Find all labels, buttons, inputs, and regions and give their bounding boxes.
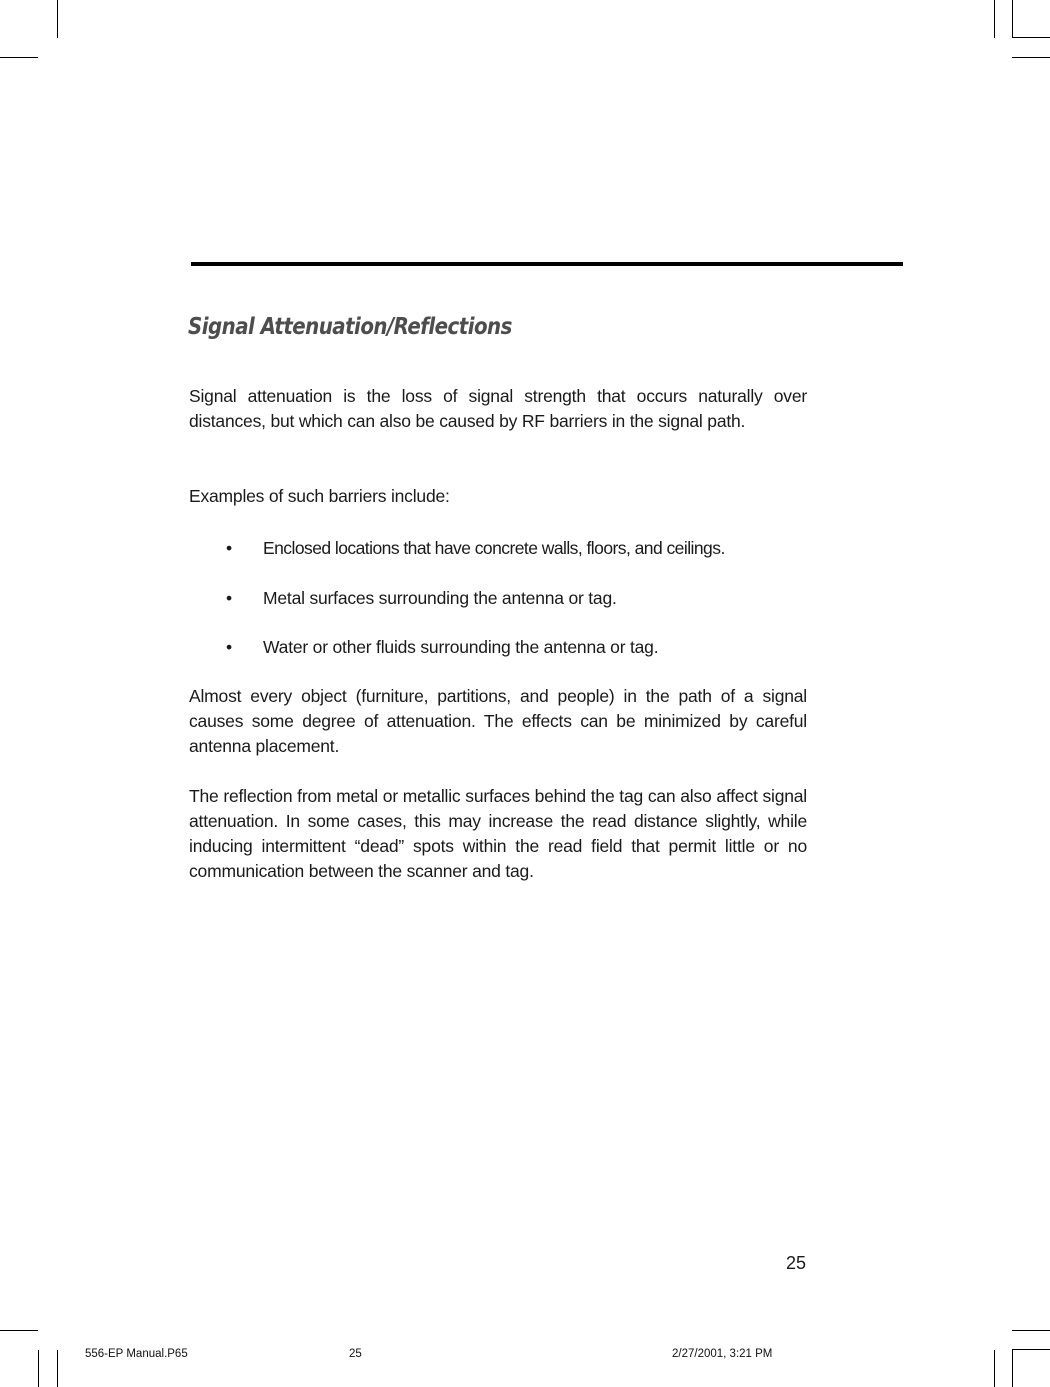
crop-mark — [994, 1350, 995, 1387]
section-heading: Signal Attenuation/Reflections — [188, 314, 512, 340]
bullet-icon: • — [226, 538, 232, 558]
list-item — [226, 536, 816, 561]
crop-mark — [1012, 57, 1050, 58]
list-item-text: Metal surfaces surrounding the antenna or tag. — [263, 588, 617, 608]
footer-file-name: 556-EP Manual.P65 — [85, 1348, 188, 1360]
page-number: 25 — [785, 1253, 806, 1273]
list-item — [226, 586, 816, 611]
crop-mark — [1012, 1350, 1013, 1387]
bullet-icon: • — [226, 588, 232, 608]
crop-mark — [0, 1330, 38, 1331]
crop-mark — [57, 1350, 58, 1387]
crop-mark — [38, 1350, 39, 1387]
crop-mark — [1012, 1349, 1050, 1350]
bullet-icon: • — [226, 637, 232, 657]
list-item-text: Water or other fluids surrounding the antenna or tag. — [263, 637, 659, 657]
paragraph-reflection: The reflection from metal or metallic surfaces behind the tag can also affect signal attenuation. In some cases, this may increase the read distance slightly, while inducing intermittent “dead” spots within the read field that permit little or no communication between the scanner and tag. — [189, 786, 807, 881]
paragraph-intro: Signal attenuation is the loss of signal strength that occurs naturally over distances, but which can also be caused by RF barriers in the signal path. — [189, 386, 807, 431]
crop-mark — [0, 57, 38, 58]
crop-mark — [1012, 0, 1013, 38]
crop-mark — [1012, 37, 1050, 38]
crop-mark — [1012, 1330, 1050, 1331]
crop-mark — [57, 0, 58, 38]
list-item-text: Enclosed locations that have concrete walls, floors, and ceilings. — [263, 538, 725, 558]
crop-mark — [994, 0, 995, 38]
heading-rule — [191, 262, 903, 266]
footer-date-time: 2/27/2001, 3:21 PM — [672, 1348, 773, 1360]
paragraph-attenuation: Almost every object (furniture, partitions, and people) in the path of a signal causes some degree of attenuation. The effects can be minimized by careful antenna placement. — [189, 686, 807, 756]
list-item — [226, 635, 816, 660]
paragraph-examples: Examples of such barriers include: — [189, 486, 450, 506]
footer-page: 25 — [349, 1348, 362, 1360]
